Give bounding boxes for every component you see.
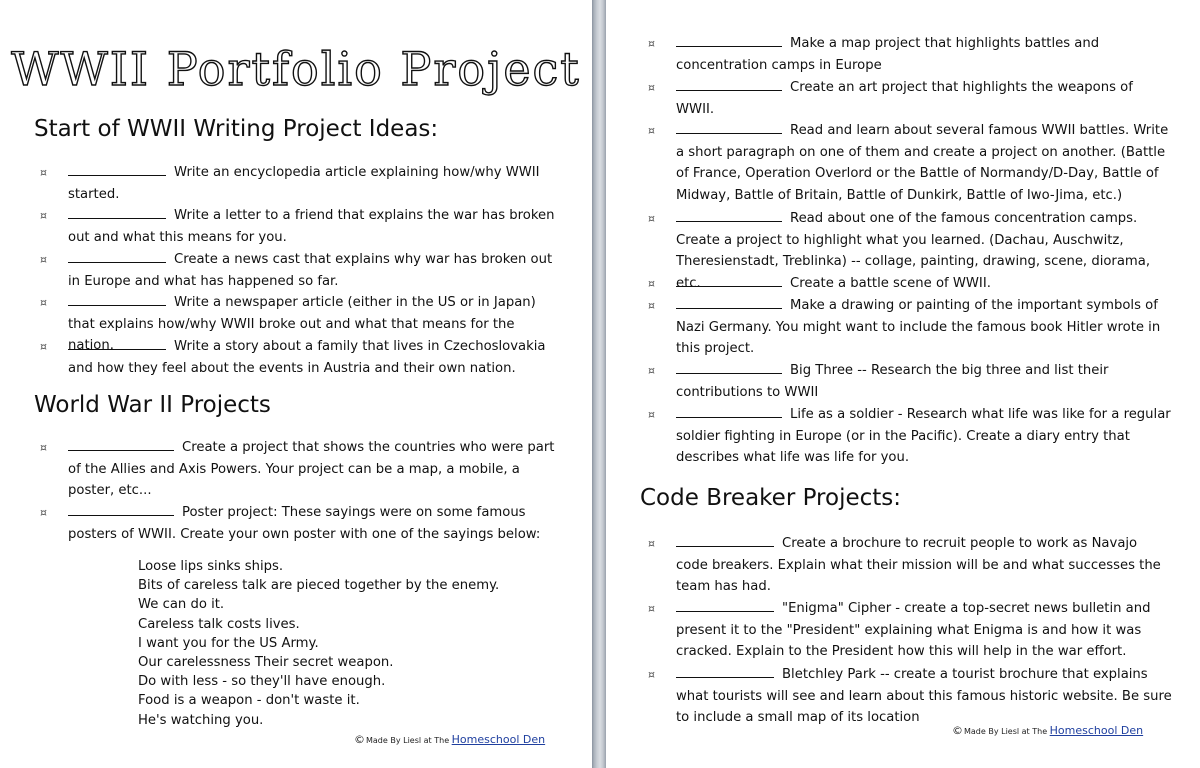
page-title: WWII Portfolio Project [11, 42, 581, 96]
list-item [648, 273, 1172, 295]
item-text: Write a letter to a friend that explains the war has broken out and what this means for you. [68, 208, 555, 245]
checklist-blank [676, 208, 782, 222]
checklist-blank [676, 360, 782, 374]
page-gutter [592, 0, 606, 768]
bullet-icon: ¤ [648, 81, 655, 94]
list-item [40, 336, 564, 379]
checklist-blank [68, 336, 166, 350]
item-text: Bletchley Park -- create a tourist brochure that explains what tourists will see and learn about this famous historic website. Be sure to include a small map of its location [676, 667, 1172, 725]
saying: Do with less - so they'll have enough. [138, 674, 386, 690]
saying: Bits of careless talk are pieced together by the enemy. [138, 578, 500, 594]
saying: Our carelessness Their secret weapon. [138, 655, 394, 671]
writing-ideas-heading: Start of WWII Writing Project Ideas: [34, 116, 439, 142]
saying: Loose lips sinks ships. [138, 559, 284, 574]
item-text: Big Three -- Research the big three and list their contributions to WWII [676, 363, 1109, 400]
projects-heading: World War II Projects [34, 392, 271, 418]
bullet-icon: ¤ [40, 253, 47, 266]
homeschool-den-link[interactable]: Homeschool Den [451, 733, 546, 746]
bullet-icon: ¤ [40, 506, 47, 519]
checklist-blank [676, 533, 774, 547]
saying: We can do it. [138, 597, 225, 613]
list-item [648, 360, 1172, 403]
item-text: Poster project: These sayings were on some famous posters of WWII. Create your own poster with one of the sayings below: [68, 505, 541, 542]
credit [354, 733, 545, 746]
bullet-icon: ¤ [648, 299, 655, 312]
right-page [606, 0, 1200, 768]
checklist-blank [676, 598, 774, 612]
bullet-icon: ¤ [40, 340, 47, 353]
saying: Food is a weapon - don't waste it. [138, 693, 360, 709]
item-text: Make a map project that highlights battles and concentration camps in Europe [676, 36, 1100, 73]
bullet-icon: ¤ [648, 668, 655, 681]
item-text: Write a newspaper article (either in the US or in Japan) that explains how/why WWII broke out and what that means for the nation. [68, 295, 536, 353]
list-item [648, 295, 1172, 360]
bullet-icon: ¤ [40, 296, 47, 309]
item-text: Write an encyclopedia article explaining how/why WWII started. [68, 165, 540, 202]
checklist-blank [676, 33, 782, 47]
list-item [648, 598, 1172, 663]
copyright-symbol: © [952, 724, 963, 737]
list-item [40, 437, 564, 502]
list-item [40, 205, 564, 248]
bullet-icon: ¤ [648, 212, 655, 225]
saying: Careless talk costs lives. [138, 616, 300, 632]
item-text: Create an art project that highlights the weapons of WWII. [676, 80, 1133, 117]
item-text: Make a drawing or painting of the important symbols of Nazi Germany. You might want to include the famous book Hitler wrote in this project. [676, 298, 1161, 356]
checklist-blank [676, 77, 782, 91]
list-item [648, 77, 1172, 120]
item-text: Create a news cast that explains why war has broken out in Europe and what has happened so far. [68, 252, 553, 289]
bullet-icon: ¤ [648, 537, 655, 550]
checklist-blank [676, 664, 774, 678]
list-item [648, 664, 1172, 729]
item-text: Life as a soldier - Research what life was like for a regular soldier fighting in Europe (or in the Pacific). Create a diary entry that describes what life was life for you. [676, 407, 1171, 465]
list-item [40, 502, 564, 545]
list-item [40, 162, 564, 205]
checklist-blank [68, 292, 166, 306]
list-item [648, 120, 1172, 206]
bullet-icon: ¤ [40, 209, 47, 222]
bullet-icon: ¤ [648, 277, 655, 290]
checklist-blank [68, 249, 166, 263]
saying: I want you for the US Army. [138, 635, 319, 651]
bullet-icon: ¤ [648, 37, 655, 50]
checklist-blank [676, 273, 782, 287]
item-text: Create a brochure to recruit people to work as Navajo code breakers. Explain what their mission will be and what successes the team has had. [676, 536, 1161, 594]
item-text: Write a story about a family that lives in Czechoslovakia and how they feel about the events in Austria and their own nation. [68, 339, 546, 376]
checklist-blank [68, 437, 174, 451]
checklist-blank [676, 120, 782, 134]
checklist-blank [68, 162, 166, 176]
bullet-icon: ¤ [40, 441, 47, 454]
saying: He's watching you. [138, 712, 264, 728]
credit [952, 724, 1143, 737]
checklist-blank [68, 205, 166, 219]
sayings-list [138, 557, 499, 730]
item-text: Create a battle scene of WWII. [790, 276, 991, 291]
item-text: Read and learn about several famous WWII battles. Write a short paragraph on one of them and create a project on another. (Battle of France, Operation Overlord or the Battle of Normandy/D-Day, Battle of Midway, Battle of Britain, Battle of Dunkirk, Battle of Iwo-Jima, etc.) [676, 123, 1169, 203]
bullet-icon: ¤ [40, 166, 47, 179]
item-text: Read about one of the famous concentration camps. Create a project to highlight what you learned. (Dachau, Auschwitz, Theresienstadt, Treblinka) -- collage, painting, drawing, scene, diorama, etc. [676, 211, 1151, 291]
item-text: "Enigma" Cipher - create a top-secret news bulletin and present it to the "President" explaining what Enigma is and how it was cracked. Explain to the President how this will help in the war effort. [676, 601, 1151, 659]
list-item [648, 33, 1172, 76]
item-text: Create a project that shows the countries who were part of the Allies and Axis Powers. Your project can be a map, a mobile, a poster, etc... [68, 440, 555, 498]
bullet-icon: ¤ [648, 364, 655, 377]
bullet-icon: ¤ [648, 602, 655, 615]
credit-text: Made By Liesl at The [366, 736, 452, 745]
list-item [648, 533, 1172, 598]
bullet-icon: ¤ [648, 124, 655, 137]
credit-text: Made By Liesl at The [964, 727, 1050, 736]
copyright-symbol: © [354, 733, 365, 746]
code-breaker-heading: Code Breaker Projects: [640, 485, 902, 511]
checklist-blank [68, 502, 174, 516]
checklist-blank [676, 295, 782, 309]
list-item [40, 249, 564, 292]
list-item [648, 404, 1172, 469]
homeschool-den-link[interactable]: Homeschool Den [1049, 724, 1144, 737]
bullet-icon: ¤ [648, 408, 655, 421]
left-page [0, 0, 592, 768]
checklist-blank [676, 404, 782, 418]
